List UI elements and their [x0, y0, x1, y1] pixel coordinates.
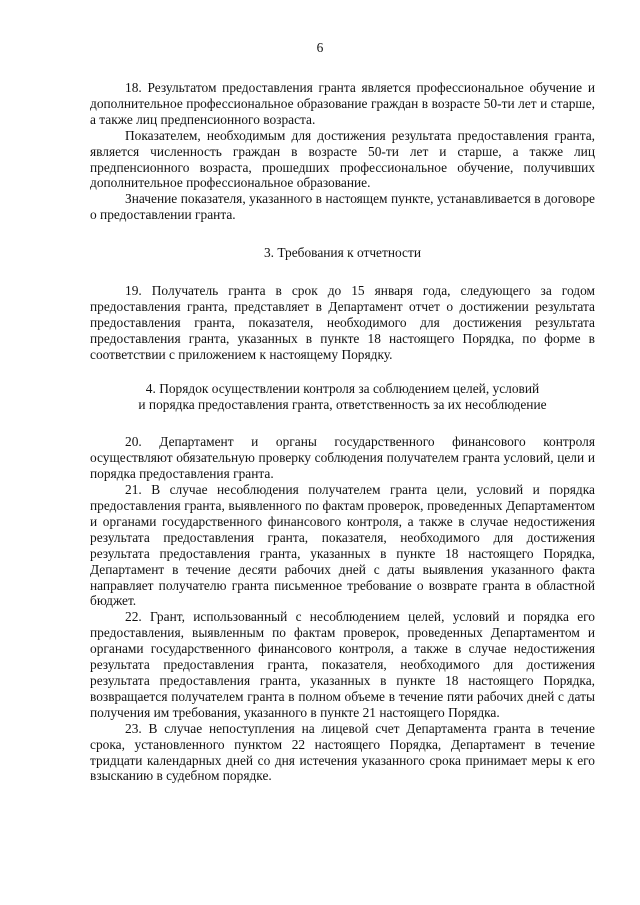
paragraph-20: 20. Департамент и органы государственного финансового контроля осуществляют обязательную проверку соблюдения получателем гранта условий, цели и порядка предоставления гранта. [90, 434, 595, 482]
paragraph-indicator-value: Значение показателя, указанного в настоящем пункте, устанавливается в договоре о предоставлении гранта. [90, 191, 595, 223]
section-4-heading-line-2: и порядка предоставления гранта, ответственность за их несоблюдение [138, 396, 547, 412]
section-3-heading: 3. Требования к отчетности [263, 245, 422, 261]
page-number: 6 [316, 40, 324, 55]
paragraph-18: 18. Результатом предоставления гранта является профессиональное обучение и дополнительное профессиональное образование граждан в возрасте 50-ти лет и старше, а также лиц предпенсионного возраста. [90, 80, 595, 127]
paragraph-indicator: Показателем, необходимым для достижения результата предоставления гранта, является численность граждан в возрасте 50-ти лет и старше, а также лиц предпенсионного возраста, прошедших профессиональное обучение, получивших дополнительное профессиональное образование. [90, 127, 595, 191]
paragraph-23: 23. В случае непоступления на лицевой счет Департамента гранта в течение срока, установленного пунктом 22 настоящего Порядка, Департамент в течение тридцати календарных дней со дня истечения указанного срока принимает меры к его взысканию в судебном порядке. [90, 720, 595, 784]
paragraph-21: 21. В случае несоблюдения получателем гранта цели, условий и порядка предоставления гранта, выявленного по фактам проверок, проведенных Департаментом и органами государственного финансового контроля, а также в случае недостижения результата предоставления гранта, показателя, необходимого для достижения результата предоставления гранта, указанных в пункте 18 настоящего Порядка, Департамент в течение десяти рабочих дней с даты выявления указанного факта направляет получателю гранта письменное требование о возврате гранта в областной бюджет. [90, 482, 595, 609]
document-body [90, 80, 595, 784]
paragraph-22: 22. Грант, использованный с несоблюдением целей, условий и порядка его предоставления, выявленным по фактам проверок, проведенных Департаментом и органами государственного финансового контроля, а также в случае недостижения результата предоставления гранта, показателя, необходимого для достижения результата предоставления гранта, указанных в пункте 18 настоящего Порядка, возвращается получателем гранта в полном объеме в течение пяти рабочих дней с даты получения им требования, указанного в пункте 21 настоящего Порядка. [90, 609, 595, 720]
section-4-heading-line-1: 4. Порядок осуществлении контроля за соблюдением целей, условий [145, 380, 540, 396]
paragraph-19: 19. Получатель гранта в срок до 15 января года, следующего за годом предоставления гранта, представляет в Департамент отчет о достижении результата предоставления гранта, показателя, необходимого для достижения результата предоставления гранта, указанных в пункте 18 настоящего Порядка, по форме в соответствии с приложением к настоящему Порядку. [90, 283, 595, 362]
